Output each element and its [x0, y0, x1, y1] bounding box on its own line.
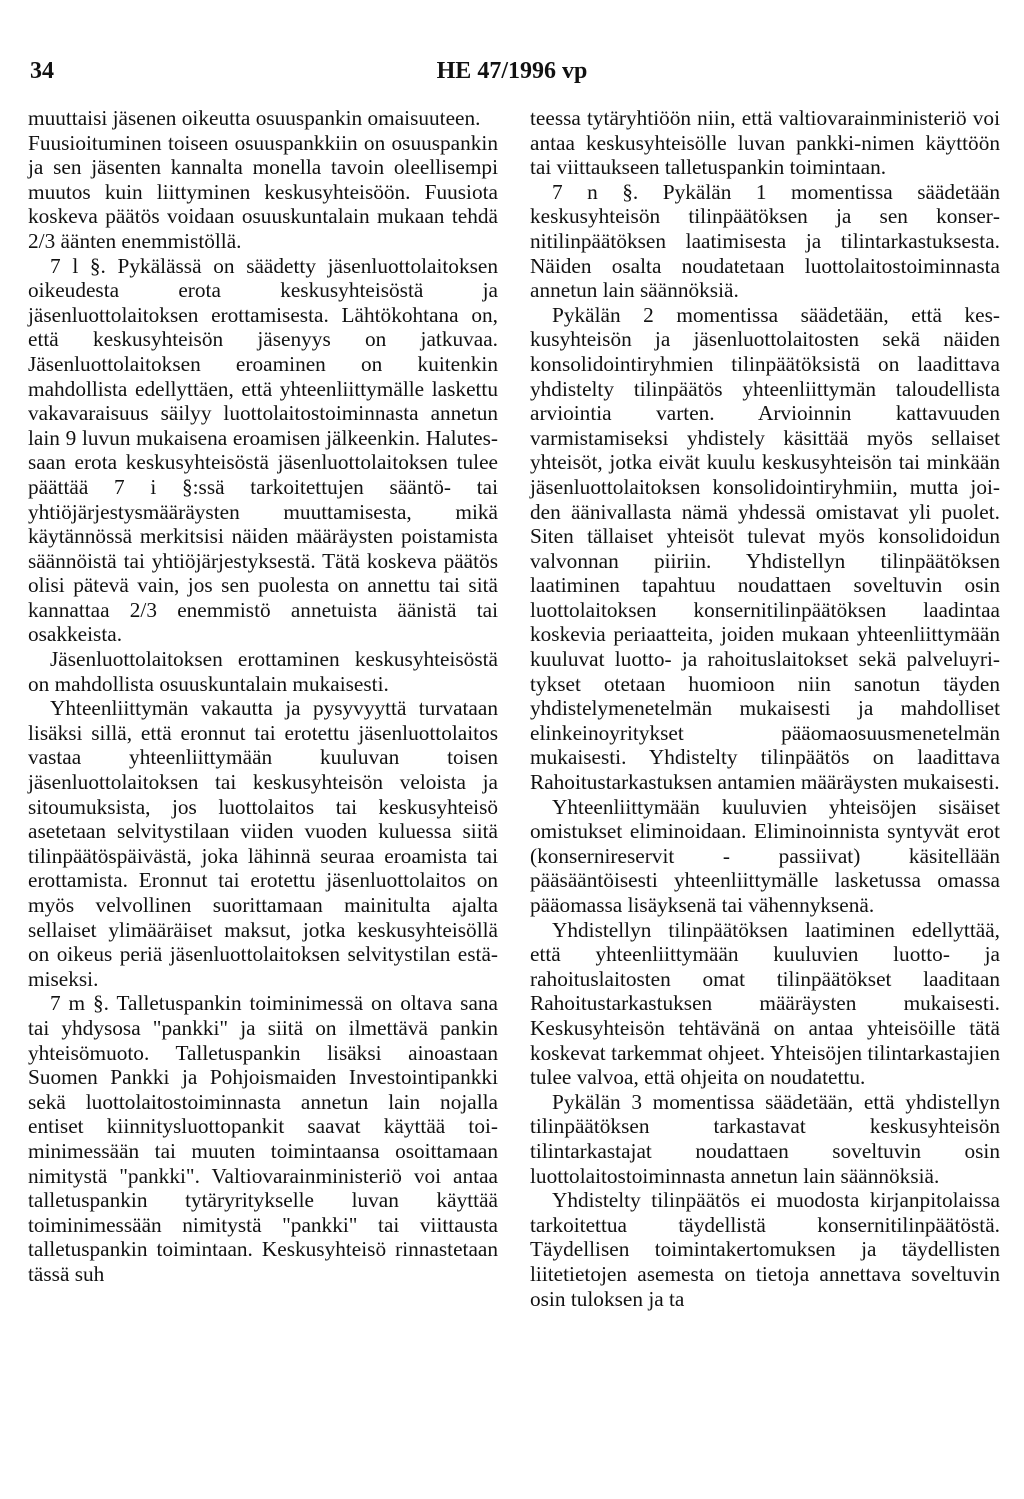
- paragraph: Jäsenluottolaitoksen erottaminen keskusyhteisöstä on mahdollista osuuskuntalain mukaisesti.: [28, 647, 498, 696]
- paragraph: Pykälän 2 momentissa säädetään, että keskusyhteisön ja jäsenluottolaitosten sekä näiden konsolidointiryhmien tilinpäätöksistä on laadittava yhdistelty tilinpäätös yhteenliittymän taloudellista arviointia varten. Arvioinnin kattavuuden varmistamiseksi yhdistely käsittää myös sellaiset yhteisöt, jotka eivät kuulu keskusyhteisön tai minkään jäsenluottolaitoksen konsolidointiryhmiin, mutta joiden äänivallasta nämä yhdessä omistavat yli puolet. Siten tällaiset yhteisöt tulevat myös konsolidoidun valvonnan piiriin. Yhdistellyn tilinpäätöksen laatiminen tapahtuu noudattaen soveltuvin osin luottolaitoksen konsernitilinpäätöksen laadintaa koskevia periaatteita, joiden mukaan yhteenliittymään kuuluvat luotto- ja rahoituslaitokset sekä palveluyritykset otetaan huomioon niin sanotun täyden yhdistelymenetelmän mukaisesti ja mahdolliset elinkeinoyritykset pääomaosuusmenetelmän mukaisesti. Yhdistelty tilinpäätös on laadittava Rahoitustarkastuksen antamien määräysten mukaisesti.: [530, 302, 1000, 795]
- paragraph: 7 n §. Pykälän 1 momentissa säädetään keskusyhteisön tilinpäätöksen ja sen konsernitilinpäätöksen laatimisesta ja tilintarkastuksesta. Näiden osalta noudatetaan luottolaitostoiminnasta annetun lain säännöksiä.: [530, 179, 1000, 303]
- paragraph: Pykälän 3 momentissa säädetään, että yhdistellyn tilinpäätöksen tarkastavat keskusyhteisön tilintarkastajat noudattaen soveltuvin osin luottolaitostoiminnasta annetun lain säännöksiä.: [530, 1089, 1000, 1188]
- paragraph: 7 l §. Pykälässä on säädetty jäsenluottolaitoksen oikeudesta erota keskusyhteisöstä ja jäsenluottolaitoksen erottamisesta. Lähtökohtana on, että keskusyhteisön jäsenyys on jatkuvaa. Jäsenluottolaitoksen eroaminen on kuitenkin mahdollista edellyttäen, että yhteenliittymälle laskettu vakavaraisuus säilyy luottolaitostoiminnasta annetun lain 9 luvun mukaisena eroamisen jälkeenkin. Halutessaan erota keskusyhteisöstä jäsenluottolaitoksen tulee päättää 7 i §:ssä tarkoitettujen sääntö- tai yhtiöjärjestysmääräysten muuttamisesta, mikä käytännössä merkitsisi näiden määräysten poistamista säännöistä tai yhtiöjärjestyksestä. Tätä koskeva päätös olisi pätevä vain, jos sen puolesta on annettu tai sitä kannattaa 2/3 enemmistö annetuista äänistä tai osakkeista.: [28, 253, 498, 647]
- paragraph: Yhteenliittymään kuuluvien yhteisöjen sisäiset omistukset eliminoidaan. Eliminoinnista syntyvät erot (konsernireservit - passiivat) käsitellään pääsääntöisesti yhteenliittymälle lasketussa omassa pääomassa lisäyksenä tai vähennyksenä.: [530, 794, 1000, 917]
- paragraph: muuttaisi jäsenen oikeutta osuuspankin omaisuuteen.: [28, 106, 481, 130]
- paragraph: 7 m §. Talletuspankin toiminimessä on oltava sana tai yhdysosa "pankki" ja siitä on ilmettävä pankin yhteisömuoto. Talletuspankin lisäksi ainoastaan Suomen Pankki ja Pohjoismaiden Investointipankki sekä luottolaitostoiminnasta annetun lain nojalla entiset kiinnitysluottopankit saavat käyttää toiminimessään tai muuten toimintaansa osoittamaan nimitystä "pankki". Valtiovarainministeriö voi antaa talletuspankin tytäryritykselle luvan käyttää toiminimessään nimitystä "pankki" tai viittausta talletuspankin toimintaan. Keskusyhteisö rinnastetaan tässä suh: [28, 991, 498, 1286]
- left-column: [28, 106, 498, 1287]
- right-column: [530, 106, 1000, 1311]
- page-number: 34: [30, 58, 54, 84]
- paragraph: Fuusioituminen toiseen osuuspankkiin on osuuspankin ja sen jäsenten kannalta monella tavoin oleellisempi muutos kuin liittyminen keskusyhteisöön. Fuusiota koskeva päätös voidaan osuuskuntalain mukaan tehdä 2/3 äänten enemmistöllä.: [28, 130, 498, 253]
- paragraph: Yhdistelty tilinpäätös ei muodosta kirjanpitolaissa tarkoitettua täydellistä konsernitilinpäätöstä. Täydellisen toimintakertomuksen ja täydellisten liitetietojen asemesta on tietoja annettava soveltuvin osin tuloksen ja ta: [530, 1188, 1000, 1311]
- paragraph: teessa tytäryhtiöön niin, että valtiovarainministeriö voi antaa keskusyhteisölle luvan pankki-nimen käyttöön tai viittaukseen talletuspankin toimintaan.: [530, 106, 1000, 180]
- document-id: HE 47/1996 vp: [436, 58, 588, 84]
- paragraph: Yhdistellyn tilinpäätöksen laatiminen edellyttää, että yhteenliittymään kuuluvien luotto- ja rahoituslaitosten omat tilinpäätökset laaditaan Rahoitustarkastuksen määräysten mukaisesti. Keskusyhteisön tehtävänä on antaa yhteisöille tätä koskevat tarkemmat ohjeet. Yhteisöjen tilintarkastajien tulee valvoa, että ohjeita on noudatettu.: [530, 917, 1000, 1090]
- paragraph: Yhteenliittymän vakautta ja pysyvyyttä turvataan lisäksi sillä, että eronnut tai erotettu jäsenluottolaitos vastaa yhteenliittymään kuuluvan toisen jäsenluottolaitoksen tai keskusyhteisön veloista ja sitoumuksista, jos luottolaitos tai keskusyhteisö asetetaan selvitystilaan viiden vuoden kuluessa siitä tilinpäätöspäivästä, joka lähinnä seuraa eroamista tai erottamista. Eronnut tai erotettu jäsenluottolaitos on myös velvollinen suorittamaan mainitulta ajalta sellaiset ylimääräiset maksut, jotka keskusyhteisöllä on oikeus periä jäsenluottolaitoksen selvitystilan estämiseksi.: [28, 696, 498, 991]
